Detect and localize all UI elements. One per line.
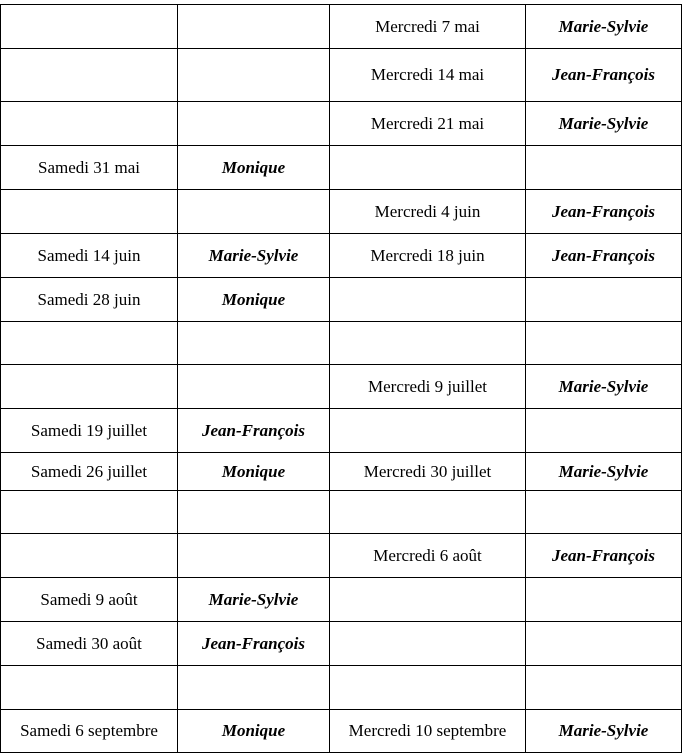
wednesday-person-cell: [526, 491, 682, 534]
table-row: [1, 278, 682, 322]
wednesday-person-cell: [526, 278, 682, 322]
table-row: [1, 710, 682, 753]
saturday-date-cell: Samedi 9 août: [1, 578, 178, 622]
saturday-date-cell: [1, 534, 178, 578]
wednesday-date-cell: Mercredi 21 mai: [330, 102, 526, 146]
table-row: [1, 102, 682, 146]
saturday-person-cell: [178, 102, 330, 146]
saturday-person-cell: [178, 190, 330, 234]
wednesday-date-cell: [330, 491, 526, 534]
table-row: [1, 491, 682, 534]
wednesday-person-cell: Jean-François: [526, 534, 682, 578]
wednesday-date-cell: [330, 578, 526, 622]
wednesday-date-cell: [330, 322, 526, 365]
table-row: [1, 49, 682, 102]
saturday-date-cell: [1, 491, 178, 534]
table-row: [1, 622, 682, 666]
wednesday-date-cell: Mercredi 30 juillet: [330, 453, 526, 491]
wednesday-person-cell: Marie-Sylvie: [526, 453, 682, 491]
wednesday-person-cell: Marie-Sylvie: [526, 5, 682, 49]
wednesday-person-cell: [526, 146, 682, 190]
table-row: [1, 666, 682, 710]
table-row: [1, 534, 682, 578]
wednesday-date-cell: [330, 666, 526, 710]
wednesday-person-cell: [526, 578, 682, 622]
wednesday-person-cell: Jean-François: [526, 234, 682, 278]
wednesday-person-cell: [526, 622, 682, 666]
wednesday-date-cell: Mercredi 6 août: [330, 534, 526, 578]
wednesday-person-cell: Jean-François: [526, 49, 682, 102]
saturday-person-cell: [178, 49, 330, 102]
saturday-date-cell: Samedi 6 septembre: [1, 710, 178, 753]
saturday-date-cell: [1, 102, 178, 146]
saturday-person-cell: Monique: [178, 278, 330, 322]
saturday-person-cell: [178, 322, 330, 365]
schedule-body: [1, 5, 682, 753]
saturday-date-cell: [1, 365, 178, 409]
wednesday-date-cell: Mercredi 9 juillet: [330, 365, 526, 409]
saturday-date-cell: [1, 5, 178, 49]
wednesday-date-cell: Mercredi 10 septembre: [330, 710, 526, 753]
wednesday-date-cell: Mercredi 14 mai: [330, 49, 526, 102]
saturday-person-cell: Jean-François: [178, 622, 330, 666]
wednesday-date-cell: [330, 278, 526, 322]
wednesday-person-cell: [526, 409, 682, 453]
wednesday-person-cell: Marie-Sylvie: [526, 710, 682, 753]
saturday-date-cell: Samedi 30 août: [1, 622, 178, 666]
saturday-person-cell: Jean-François: [178, 409, 330, 453]
saturday-person-cell: Marie-Sylvie: [178, 578, 330, 622]
table-row: [1, 365, 682, 409]
schedule-table: [0, 4, 682, 753]
saturday-person-cell: Marie-Sylvie: [178, 234, 330, 278]
table-row: [1, 409, 682, 453]
saturday-date-cell: [1, 666, 178, 710]
wednesday-date-cell: [330, 622, 526, 666]
saturday-person-cell: [178, 534, 330, 578]
saturday-person-cell: [178, 491, 330, 534]
table-row: [1, 578, 682, 622]
table-row: [1, 190, 682, 234]
saturday-person-cell: Monique: [178, 146, 330, 190]
saturday-date-cell: [1, 322, 178, 365]
saturday-person-cell: [178, 5, 330, 49]
wednesday-person-cell: [526, 322, 682, 365]
saturday-person-cell: [178, 365, 330, 409]
wednesday-person-cell: Marie-Sylvie: [526, 365, 682, 409]
wednesday-date-cell: [330, 146, 526, 190]
table-row: [1, 146, 682, 190]
saturday-date-cell: Samedi 31 mai: [1, 146, 178, 190]
saturday-person-cell: [178, 666, 330, 710]
saturday-person-cell: Monique: [178, 710, 330, 753]
saturday-date-cell: [1, 49, 178, 102]
wednesday-date-cell: Mercredi 4 juin: [330, 190, 526, 234]
table-row: [1, 5, 682, 49]
wednesday-date-cell: [330, 409, 526, 453]
table-row: [1, 322, 682, 365]
wednesday-person-cell: Marie-Sylvie: [526, 102, 682, 146]
saturday-date-cell: Samedi 26 juillet: [1, 453, 178, 491]
saturday-date-cell: Samedi 19 juillet: [1, 409, 178, 453]
wednesday-person-cell: Jean-François: [526, 190, 682, 234]
saturday-date-cell: Samedi 14 juin: [1, 234, 178, 278]
wednesday-date-cell: Mercredi 18 juin: [330, 234, 526, 278]
saturday-date-cell: [1, 190, 178, 234]
wednesday-date-cell: Mercredi 7 mai: [330, 5, 526, 49]
saturday-date-cell: Samedi 28 juin: [1, 278, 178, 322]
saturday-person-cell: Monique: [178, 453, 330, 491]
table-row: [1, 453, 682, 491]
wednesday-person-cell: [526, 666, 682, 710]
table-row: [1, 234, 682, 278]
